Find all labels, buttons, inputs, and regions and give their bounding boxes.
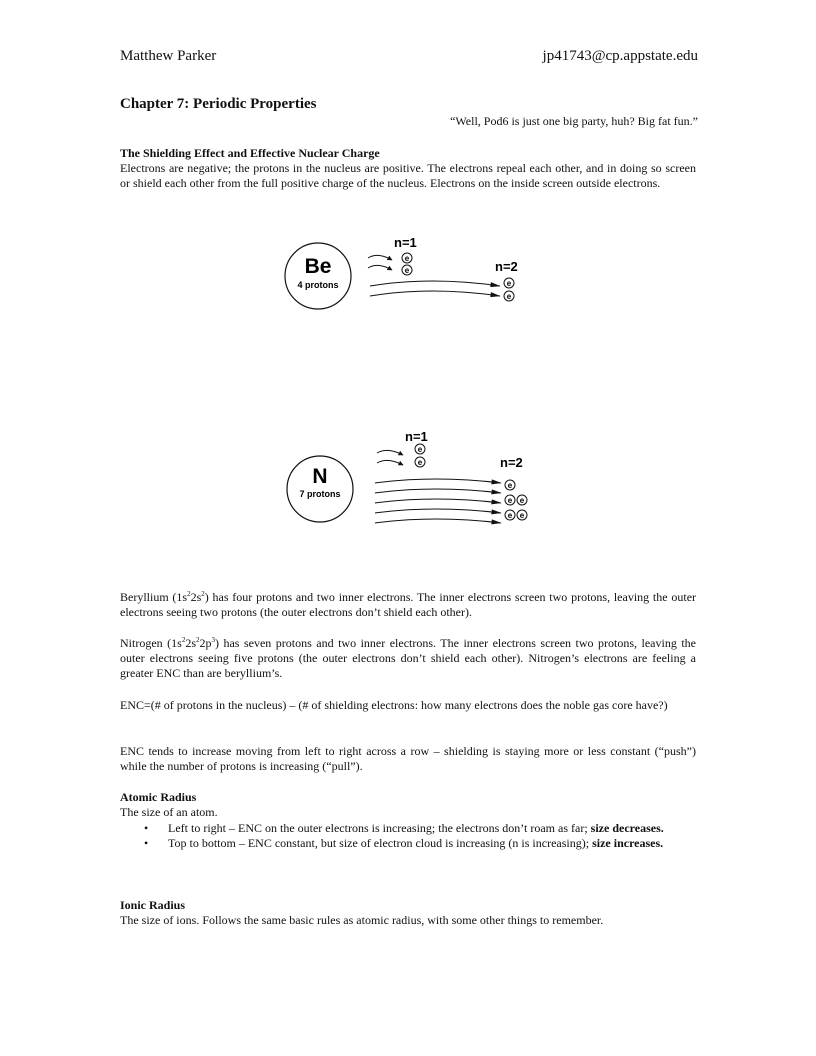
enc-trend: ENC tends to increase moving from left to right across a row – shielding is staying more or less constant (“push”) while the number of protons is increasing (“pull”).: [120, 744, 696, 773]
be-protons: 4 protons: [297, 280, 339, 290]
be-n2-label: n=2: [495, 259, 518, 274]
be-symbol: Be: [304, 255, 332, 278]
n-symbol: N: [312, 465, 328, 488]
author-name: Matthew Parker: [120, 48, 217, 64]
n-n1-label: n=1: [405, 429, 428, 444]
bullet-icon: •: [144, 836, 149, 850]
n-outer-electron: [517, 495, 527, 505]
n-outer-arrow: [375, 489, 501, 493]
be-inner-arrow: [368, 265, 392, 270]
atomic-radius-intro: The size of an atom.: [120, 805, 218, 819]
be-outer-arrow: [370, 291, 500, 296]
ionic-radius-heading: Ionic Radius: [120, 898, 186, 912]
n-outer-electron: [505, 495, 515, 505]
shielding-heading: The Shielding Effect and Effective Nuclear Charge: [120, 146, 380, 160]
n-inner-electron: [415, 444, 425, 454]
svg-text:e: e: [506, 292, 512, 301]
svg-text:e: e: [507, 511, 513, 520]
svg-text:e: e: [417, 445, 423, 454]
svg-text:e: e: [506, 279, 512, 288]
be-inner-electron: [402, 265, 412, 275]
atomic-radius-heading: Atomic Radius: [120, 790, 197, 804]
n-inner-arrow: [377, 450, 403, 455]
bullet-icon: •: [144, 821, 149, 835]
list-item: • Top to bottom – ENC constant, but size of electron cloud is increasing (n is increasing); size increases.: [144, 836, 664, 850]
beryllium-shielding-diagram: [280, 228, 540, 324]
n-outer-arrow: [375, 499, 501, 503]
n-outer-electron: [505, 510, 515, 520]
be-outer-electron: [504, 278, 514, 288]
author-email: jp41743@cp.appstate.edu: [542, 48, 698, 64]
n-outer-arrow: [375, 519, 501, 523]
n-outer-electron: [517, 510, 527, 520]
nitrogen-paragraph: Nitrogen $(1s^22s^22p^3)$ has seven protons and two inner electrons. The inner electrons screen two protons, leaving the outer electrons seeing five protons (the outer electrons don’t shield each other). Nitrogen’s electrons are feeling a greater ENC than are beryllium’s.: [120, 636, 696, 680]
list-item: • Left to right – ENC on the outer electrons is increasing; the electrons don’t roam as far; size decreases.: [144, 821, 664, 835]
svg-text:e: e: [519, 496, 525, 505]
be-outer-electron: [504, 291, 514, 301]
n-outer-electron: [505, 480, 515, 490]
atomic-radius-bullets: [120, 821, 696, 851]
be-inner-electron: [402, 253, 412, 263]
chapter-title: Chapter 7: Periodic Properties: [120, 96, 317, 112]
be-outer-arrow: [370, 281, 500, 286]
n-protons: 7 protons: [299, 489, 341, 499]
n-n2-label: n=2: [500, 455, 523, 470]
shielding-intro: Electrons are negative; the protons in the nucleus are positive. The electrons repeal each other, and in doing so screen or shield each other from the full positive charge of the nucleus. Electrons on the inside screen outside electrons.: [120, 161, 696, 190]
svg-text:e: e: [417, 458, 423, 467]
n-outer-arrow: [375, 509, 501, 513]
n-inner-electron: [415, 457, 425, 467]
ionic-radius-intro: The size of ions. Follows the same basic rules as atomic radius, with some other things to remember.: [120, 913, 604, 927]
svg-text:e: e: [507, 496, 513, 505]
chapter-quote: “Well, Pod6 is just one big party, huh? Big fat fun.”: [450, 114, 698, 128]
beryllium-paragraph: Beryllium $(1s^22s^2)$ has four protons and two inner electrons. The inner electrons screen two protons, leaving the outer electrons seeing two protons (the outer electrons don’t shield each other).: [120, 590, 697, 619]
n-outer-arrow: [375, 479, 501, 483]
nitrogen-shielding-diagram: [285, 425, 545, 530]
n-inner-arrow: [377, 460, 403, 465]
svg-text:e: e: [404, 266, 410, 275]
svg-text:e: e: [404, 254, 410, 263]
enc-formula: ENC=(# of protons in the nucleus) – (# of shielding electrons: how many electrons does the noble gas core have?): [120, 698, 668, 712]
be-n1-label: n=1: [394, 235, 417, 250]
be-inner-arrow: [368, 255, 392, 260]
svg-text:e: e: [519, 511, 525, 520]
svg-text:e: e: [507, 481, 513, 490]
